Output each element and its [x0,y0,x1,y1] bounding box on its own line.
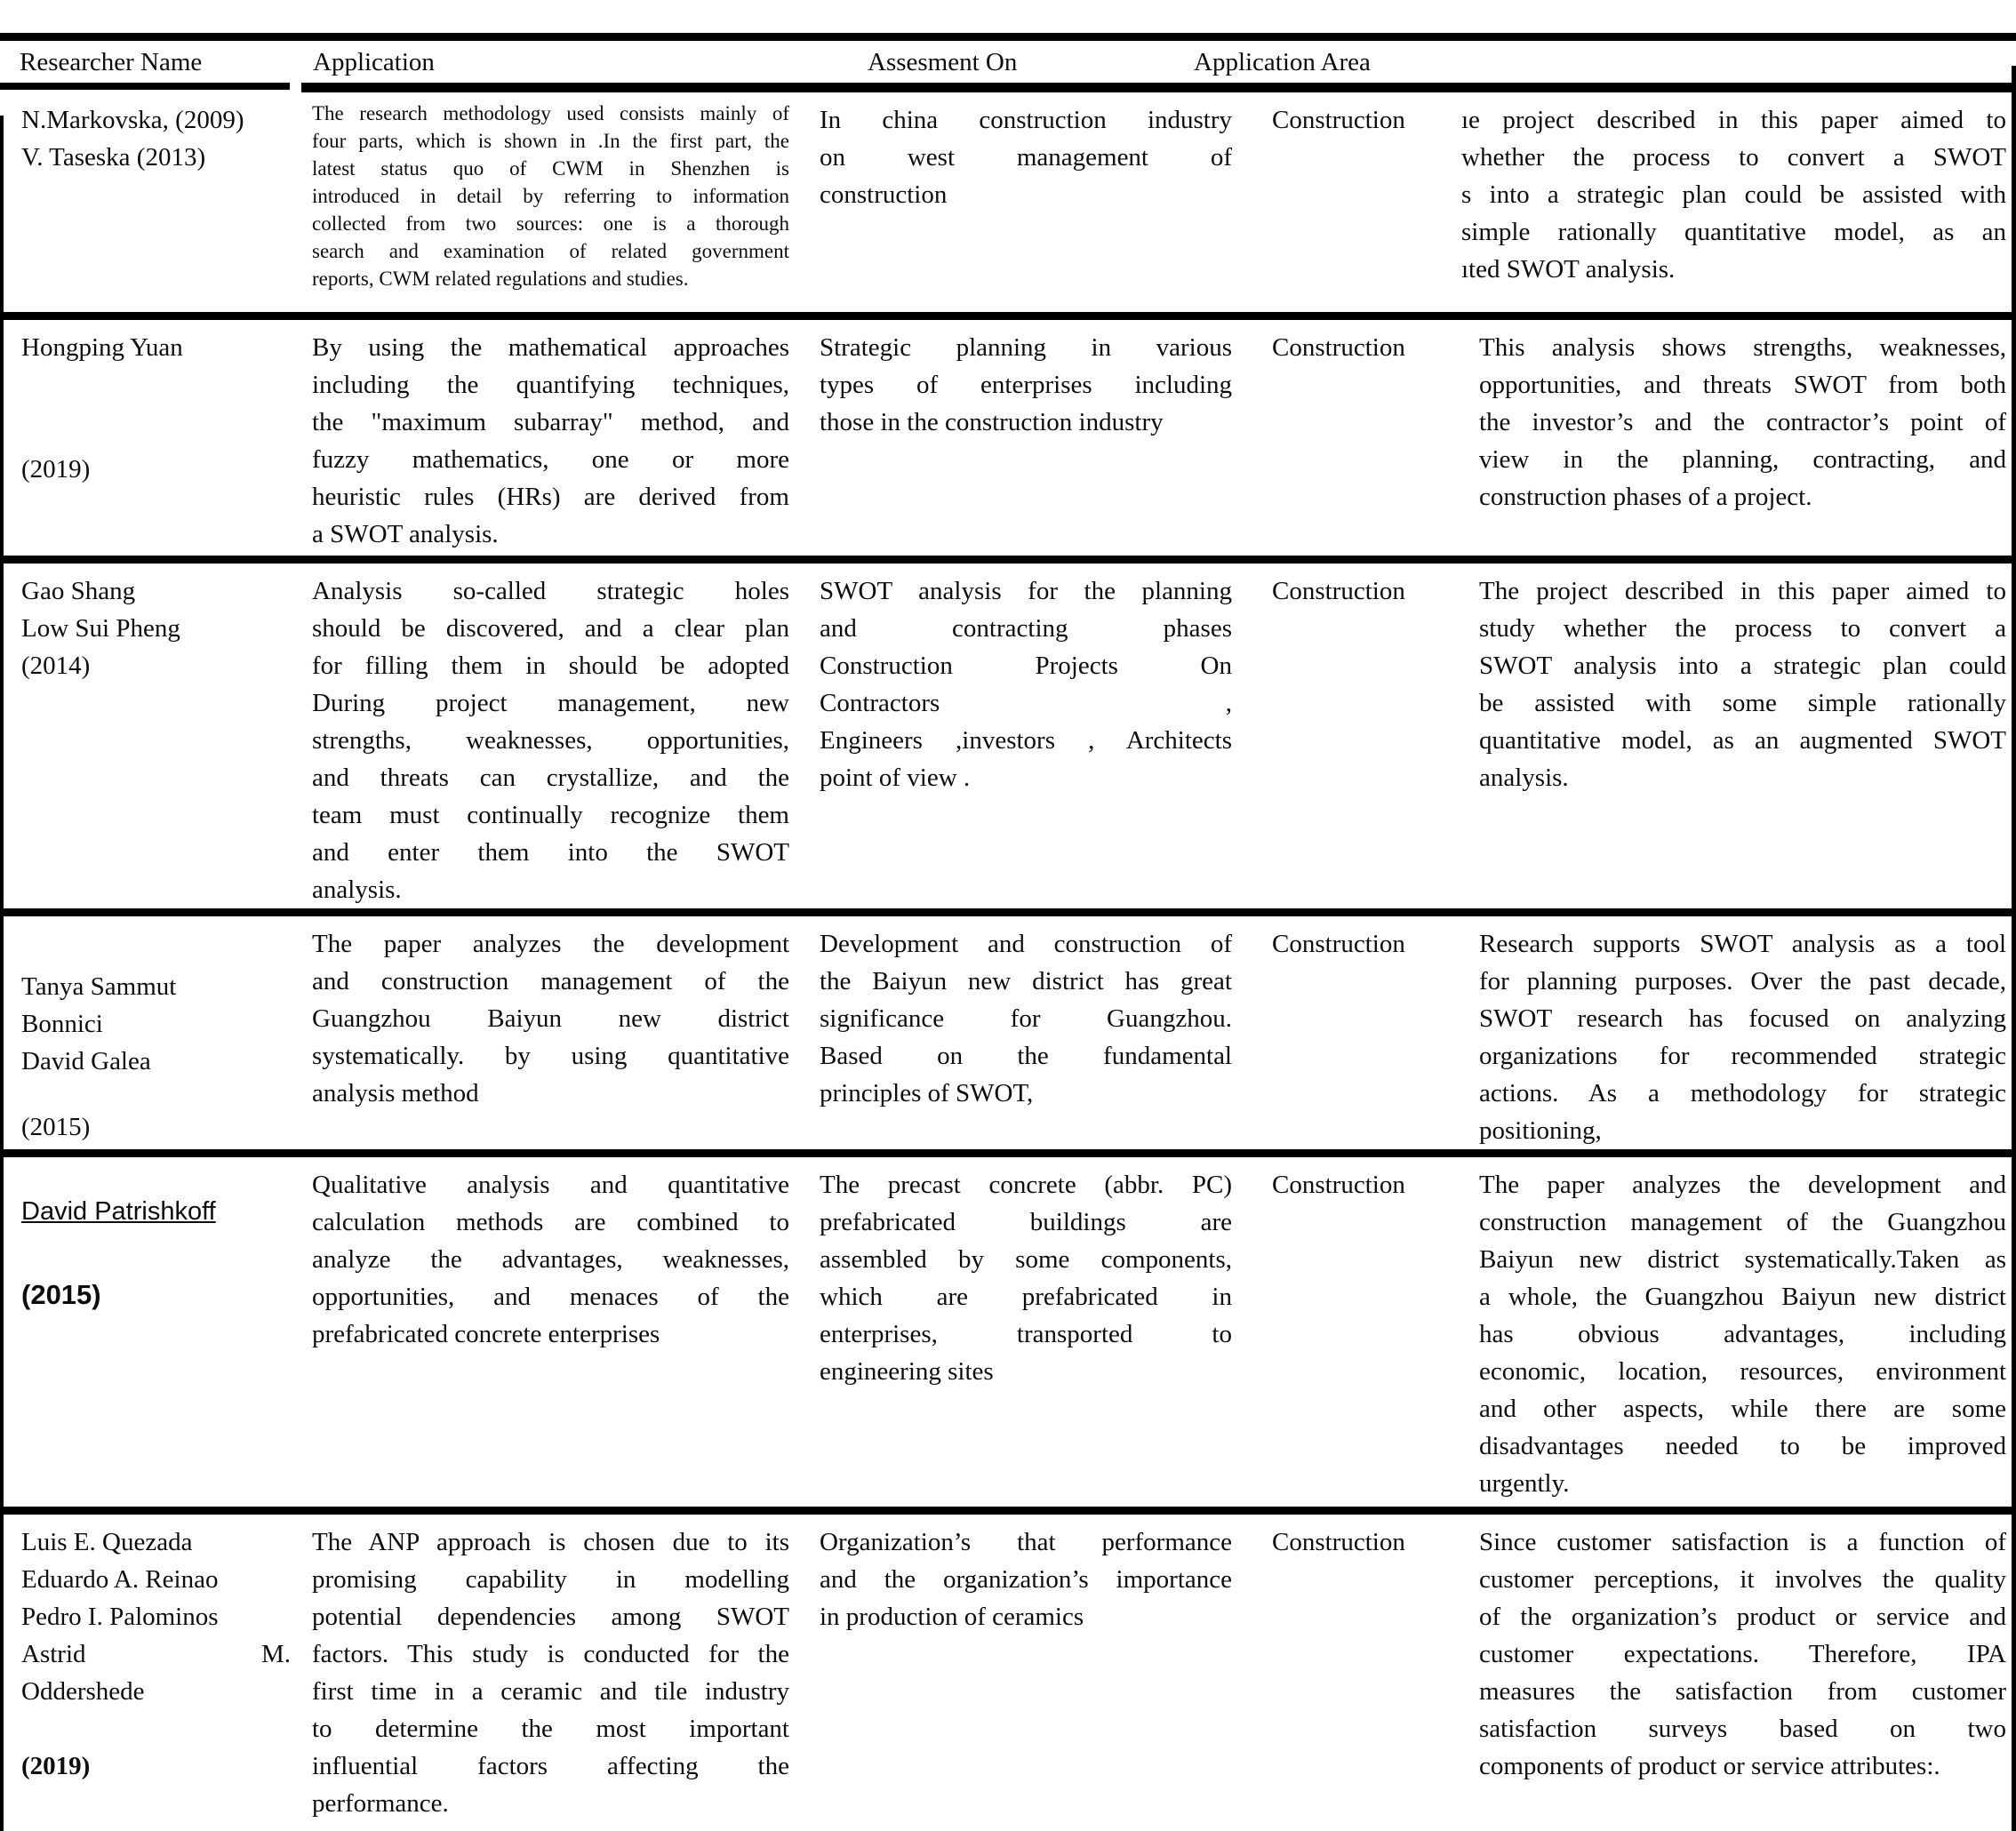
findings-cell [1446,916,2011,1149]
text-line: positioning, [1479,1116,1602,1145]
researcher-cell [0,1157,307,1507]
text-line: first time in a ceramic and tile industry [312,1677,789,1706]
text-line: By using the mathematical approaches [312,333,789,362]
text-line: In china construction industry [820,106,1232,134]
text-line: construction [820,180,948,209]
table-row [0,1507,2016,1822]
text-line: four parts, which is shown in .In the first part, the [312,130,789,152]
text-line: the "maximum subarray" method, and [312,408,789,436]
text-line: Development and construction of [820,930,1232,958]
text-line: prefabricated buildings are [820,1208,1232,1236]
application-cell [307,92,796,312]
text-line: Engineers ,investors , Architects [820,726,1232,755]
table-row [0,1149,2016,1507]
column-header-application-area: Application Area [1194,48,1371,76]
application-area-cell: Construction [1272,333,1405,362]
year-label: (2015) [21,1279,101,1310]
text-line: view in the planning, contracting, and [1479,445,2006,474]
researcher-cell [0,1515,307,1822]
table-row [0,908,2016,1149]
text-line: introduced in detail by referring to information [312,185,789,207]
researcher-name: Pedro I. Palominos [21,1603,219,1631]
text-line: customer perceptions, it involves the quality [1479,1565,2006,1594]
text-line: in production of ceramics [820,1603,1084,1631]
text-line: and construction management of the [312,967,789,995]
text-line: search and examination of related government [312,240,789,262]
application-area-cell: Construction [1272,930,1405,958]
text-line: principles of SWOT, [820,1079,1034,1107]
text-line: simple rationally quantitative model, as an [1461,218,2006,246]
text-line: SWOT research has focused on analyzing [1479,1004,2006,1033]
text-line: analysis. [1479,764,1569,792]
researcher-name: V. Taseska (2013) [21,143,206,172]
text-line: Qualitative analysis and quantitative [312,1171,789,1199]
text-line: economic, location, resources, environment [1479,1357,2006,1386]
application-area-cell: Construction [1272,1171,1405,1199]
assessment-cell [796,1515,1237,1822]
researcher-name: David Galea [21,1047,151,1075]
text-line: team must continually recognize them [312,801,789,829]
text-line: Organization’s that performance [820,1528,1232,1556]
findings-cell [1446,1515,2011,1822]
researcher-name: Hongping Yuan [21,333,183,362]
text-line: and threats can crystallize, and the [312,764,789,792]
table-header-row [0,41,2016,83]
text-line: types of enterprises including [820,371,1232,399]
text-line: to determine the most important [312,1715,789,1743]
findings-cell [1446,564,2011,908]
text-line: the Baiyun new district has great [820,967,1232,995]
findings-cell [1446,320,2011,556]
text-line: Baiyun new district systematically.Taken as [1479,1245,2006,1274]
text-line: of the organization’s product or service and [1479,1603,2006,1631]
text-line: the investor’s and the contractor’s point of [1479,408,2006,436]
application-area-cell: Construction [1272,1528,1405,1556]
assessment-cell [796,92,1237,312]
text-line: urgently. [1479,1469,1570,1498]
text-line: reports, CWM related regulations and studies. [312,268,689,290]
text-line: The paper analyzes the development [312,930,789,958]
text-line: construction management of the Guangzhou [1479,1208,2006,1236]
researcher-cell [0,916,307,1149]
researcher-name: Luis E. Quezada [21,1528,193,1556]
year-label: (2019) [21,1752,91,1780]
text-line: The research methodology used consists mainly of [312,102,789,124]
assessment-cell [796,916,1237,1149]
assessment-cell [796,1157,1237,1507]
application-cell [307,1515,796,1822]
researcher-name: Bonnici [21,1010,103,1038]
text-line: including the quantifying techniques, [312,371,789,399]
text-line: promising capability in modelling [312,1565,789,1594]
table-row [0,312,2016,556]
text-line: study whether the process to convert a [1479,614,2006,643]
text-line: for planning purposes. Over the past decade, [1479,967,2006,995]
text-line: Research supports SWOT analysis as a tool [1479,930,2006,958]
text-line: satisfaction surveys based on two [1479,1715,2006,1743]
researcher-name: David Patrishkoff [21,1197,216,1226]
text-line: opportunities, and threats SWOT from both [1479,371,2006,399]
text-line: engineering sites [820,1357,994,1386]
researcher-name: (2014) [21,652,91,680]
text-line: fuzzy mathematics, one or more [312,445,789,474]
table-left-border [0,116,4,1831]
text-line: whether the process to convert a SWOT [1461,143,2006,172]
text-line: on west management of [820,143,1232,172]
text-line: actions. As a methodology for strategic [1479,1079,2006,1107]
assessment-cell [796,320,1237,556]
text-line: construction phases of a project. [1479,483,1812,511]
text-line: ıe project described in this paper aimed to [1461,106,2006,134]
text-line: latest status quo of CWM in Shenzhen is [312,157,789,180]
text-line: calculation methods are combined to [312,1208,789,1236]
text-line: factors. This study is conducted for the [312,1640,789,1668]
application-cell [307,320,796,556]
text-line: performance. [312,1789,449,1818]
column-header-researcher-name: Researcher Name [20,48,203,76]
text-line: quantitative model, as an augmented SWOT [1479,726,2006,755]
text-line: The project described in this paper aimed to [1479,577,2006,605]
text-line: ıted SWOT analysis. [1461,255,1676,284]
text-line: During project management, new [312,689,789,717]
text-line: s into a strategic plan could be assisted with [1461,180,2006,209]
text-line: Based on the fundamental [820,1042,1232,1070]
text-line: components of product or service attributes:. [1479,1752,1940,1780]
table-row [0,92,2016,312]
text-line: disadvantages needed to be improved [1479,1432,2006,1460]
text-line: Strategic planning in various [820,333,1232,362]
researcher-cell [0,320,307,556]
column-header-assessment-on: Assesment On [868,48,1018,76]
text-line: should be discovered, and a clear plan [312,614,789,643]
researcher-name: Gao Shang [21,577,136,605]
text-line: Since customer satisfaction is a function of [1479,1528,2006,1556]
text-line: which are prefabricated in [820,1283,1232,1311]
text-line: This analysis shows strengths, weaknesses, [1479,333,2006,362]
text-line: opportunities, and menaces of the [312,1283,789,1311]
text-line: influential factors affecting the [312,1752,789,1780]
researcher-name: Astrid M. [21,1640,291,1668]
researcher-name: Tanya Sammut [21,972,177,1001]
text-line: enterprises, transported to [820,1320,1232,1348]
researcher-name: (2019) [21,455,91,484]
table-top-rule [0,33,2016,41]
text-line: significance for Guangzhou. [820,1004,1232,1033]
application-cell [307,1157,796,1507]
text-line: and enter them into the SWOT [312,838,789,867]
text-line: analysis method [312,1079,479,1107]
text-line: SWOT analysis for the planning [820,577,1232,605]
application-cell [307,564,796,908]
application-area-cell: Construction [1272,106,1405,134]
text-line: assembled by some components, [820,1245,1232,1274]
text-line: heuristic rules (HRs) are derived from [312,483,789,511]
assessment-cell [796,564,1237,908]
text-line: analyze the advantages, weaknesses, [312,1245,789,1274]
text-line: organizations for recommended strategic [1479,1042,2006,1070]
text-line: and the organization’s importance [820,1565,1232,1594]
text-line: SWOT analysis into a strategic plan could [1479,652,2006,680]
text-line: Contractors , [820,689,1232,717]
text-line: point of view . [820,764,971,792]
text-line: Construction Projects On [820,652,1232,680]
text-line: systematically. by using quantitative [312,1042,789,1070]
findings-cell [1446,1157,2011,1507]
text-line: measures the satisfaction from customer [1479,1677,2006,1706]
researcher-cell [0,564,307,908]
text-line: and contracting phases [820,614,1232,643]
text-line: The ANP approach is chosen due to its [312,1528,789,1556]
text-line: analysis. [312,876,402,904]
researcher-cell [0,92,307,312]
text-line: The paper analyzes the development and [1479,1171,2006,1199]
text-line: strengths, weaknesses, opportunities, [312,726,789,755]
text-line: a SWOT analysis. [312,520,499,548]
text-line: be assisted with some simple rationally [1479,689,2006,717]
column-header-application: Application [313,48,435,76]
text-line: those in the construction industry [820,408,1164,436]
text-line: potential dependencies among SWOT [312,1603,789,1631]
researcher-name: Oddershede [21,1677,145,1706]
text-line: a whole, the Guangzhou Baiyun new district [1479,1283,2006,1311]
researcher-name: Eduardo A. Reinao [21,1565,219,1594]
text-line: collected from two sources: one is a thorough [312,212,789,235]
researcher-name: Low Sui Pheng [21,614,180,643]
text-line: customer expectations. Therefore, IPA [1479,1640,2006,1668]
text-line: has obvious advantages, including [1479,1320,2006,1348]
text-line: prefabricated concrete enterprises [312,1320,660,1348]
paper-page [0,33,2016,1831]
text-line: Guangzhou Baiyun new district [312,1004,789,1033]
findings-cell [1446,92,2011,312]
text-line: Analysis so-called strategic holes [312,577,789,605]
researcher-name: (2015) [21,1113,91,1141]
table-row [0,556,2016,908]
researcher-name: N.Markovska, (2009) [21,106,244,134]
application-area-cell: Construction [1272,577,1405,605]
application-cell [307,916,796,1149]
text-line: for filling them in should be adopted [312,652,789,680]
text-line: The precast concrete (abbr. PC) [820,1171,1232,1199]
text-line: and other aspects, while there are some [1479,1395,2006,1423]
table-right-border [2012,66,2016,1831]
header-rule [0,83,2016,92]
